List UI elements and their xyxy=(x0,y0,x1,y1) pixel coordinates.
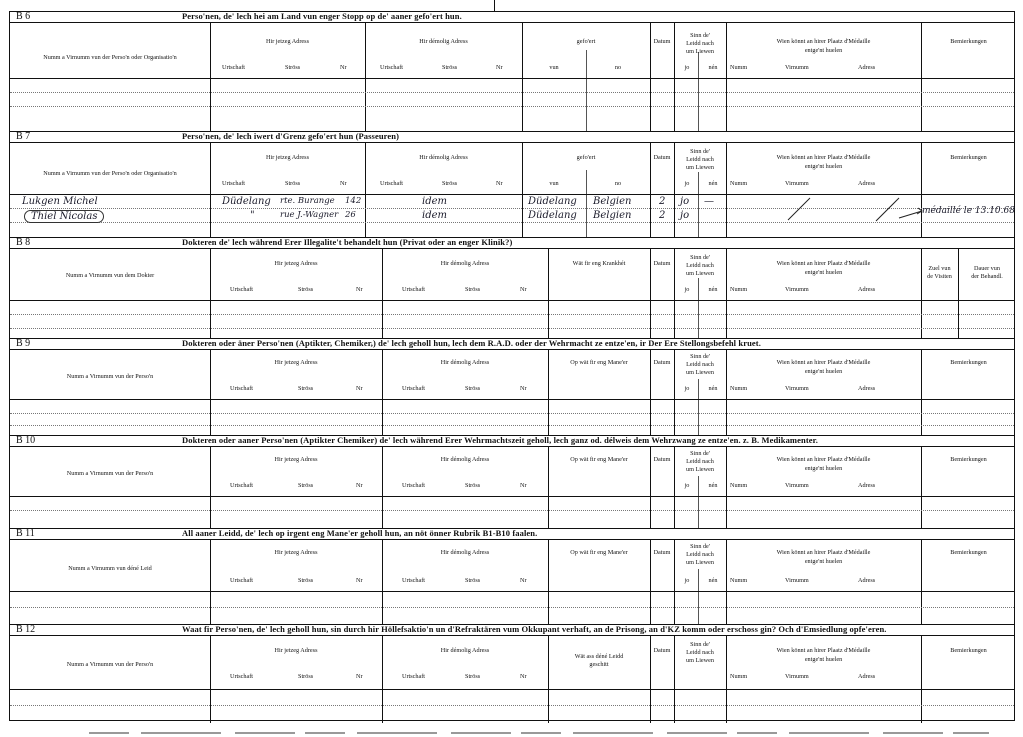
bottom-dashed-edge xyxy=(9,723,1015,737)
b7-entry-2-alive: jo xyxy=(680,210,690,221)
section-b12: B 12 Waat fir Perso'nen, de' lech geholl hun, sin durch hir Höllefsaktio'n un d'Refraktären vum Okkupant verhaft, an de Prisong, an d'KZ komm oder erschoss gin? Och d'Emsiedlung opfe'eren. Numm a Virnumm vun der Perso'n Hir jetzeg Adress Urtschaft Ströss Nr Hir démolig Adress Urtschaft Ströss Nr Wät ass déné Leidd geschitt Datum Sinn de' Leidd nach um Liewen Wien könnt an hirer Plaatz d'Médaille entge'nt huelen Numm Virnumm Adress Bemierkungen xyxy=(10,624,1014,722)
b7-entry-1-nr: 142 xyxy=(345,196,362,206)
b7-entry-2-town: " xyxy=(250,210,255,221)
section-b9: B 9 Dokteren oder äner Perso'nen (Aptikter, Chemiker,) de' lech geholl hun, lech dem R.A.D. oder der Wehrmacht ze entze'en, ir Der Ere Stellongsbefehl kruet. Numm a Virnumm vun der Perso'n Hir jetzeg Adress Urtschaft Ströss Nr Hir démolig Adress Urtschaft Ströss Nr Op wät fir eng Mane'er Datum Sinn de' Leidd nach um Liewen jo nén Wien könnt an hirer Plaatz d'Médaille entge'nt huelen Numm Virnumm Adress Bemierkungen xyxy=(10,338,1014,435)
b7-entry-1-to: Belgien xyxy=(593,196,632,207)
b7-entry-1-name: Lukgen Michel xyxy=(22,196,98,207)
section-b8: B 8 Dokteren de' lech während Erer Illegalite't behandelt hun (Privat oder an enger Klinik?) Numm a Virnumm vun dem Dokter Hir jetzeg Adress Urtschaft Ströss Nr Hir démolig Adress Urtschaft Ströss Nr Wät fir eng Krankhét Datum Sinn de' Leidd nach um Liewen jo nén Wien könnt an hirer Plaatz d'Médaille entge'nt huelen Numm Virnumm Adress Zuel vun de Visiten Dauer vun der Behandl. xyxy=(10,237,1014,338)
b7-entry-2-from: Düdelang xyxy=(528,210,577,221)
b7-entry-2-name: Thiel Nicolas xyxy=(24,210,104,223)
b7-entry-1-former: idem xyxy=(422,196,447,207)
b7-entry-1-date: 2 xyxy=(659,196,666,207)
b7-entry-1-remark: médaillé le 13.10.68 xyxy=(922,206,1015,216)
b7-entry-1-street: rte. Burange xyxy=(280,196,335,206)
b7-entry-1-from: Düdelang xyxy=(528,196,577,207)
b7-entry-1-town: Düdelang xyxy=(222,196,271,207)
b7-entry-2-nr: 26 xyxy=(345,210,356,220)
section-b7: B 7 Perso'nen, de' lech iwert d'Grenz gefo'ert hun (Passeuren) Numm a Virnumm vun der Perso'n oder Organisatio'n Hir jetzeg Adress Urtschaft Ströss Nr Hir démolig Adress Urtschaft Ströss Nr gefo'ert vun no Datum Sinn de' Leidd nach um Liewen jo nén Wien könnt an hirer Plaatz d'Médaille entge'nt huelen Numm Virnumm Adress Bemierkungen Lukgen Michel Düdelang rte. Burange 142 idem Düdelang Belgien 2 jo — médaillé le 13.10.68 Thiel Nicolas " rue J.-Wagner 26 idem Düdelang Belgien 2 jo xyxy=(10,131,1014,237)
b7-entry-2-to: Belgien xyxy=(593,210,632,221)
b7-entry-2-street: rue J.-Wagner xyxy=(280,210,339,220)
b7-entry-2-date: 2 xyxy=(659,210,666,221)
section-b6: B 6 Perso'nen, de' lech hei am Land vun enger Stopp op de' aaner gefo'ert hun. Numm a Virnumm vun der Perso'n oder Organisatio'n Hir jetzeg Adress Urtschaft Ströss Nr Hir démolig Adress Urtschaft Ströss Nr gefo'ert vun no Datum Sinn de' Leidd nach um Liewen jo nén Wien könnt an hirer Plaatz d'Médaille entge'nt huelen Numm Virnumm Adress Bemierkungen xyxy=(10,12,1014,131)
handwritten-slash-marks xyxy=(726,194,926,224)
section-b11: B 11 All aaner Leidd, de' lech op irgent eng Mane'er geholl hun, an nöt önner Rubrik B1-B10 faalen. Numm a Virnumm vun déné Leid Hir jetzeg Adress Urtschaft Ströss Nr Hir démolig Adress Urtschaft Ströss Nr Op wät fir eng Mane'er Datum Sinn de' Leidd nach um Liewen jo nén Wien könnt an hirer Plaatz d'Médaille entge'nt huelen Numm Virnumm Adress Bemierkungen xyxy=(10,528,1014,624)
section-code: B 6 xyxy=(16,11,31,22)
b7-entry-2-former: idem xyxy=(422,210,447,221)
section-b10: B 10 Dokteren oder aaner Perso'nen (Aptikter Chemiker) de' lech während Erer Wehrmachtszeit geholl, lech ganz od. délweis dem Wehrzwang ze entze'en. z. B. Medikamenter. Numm a Virnumm vun der Perso'n Hir jetzeg Adress Urtschaft Ströss Nr Hir démolig Adress Urtschaft Ströss Nr Op wät fir eng Mane'er Datum Sinn de' Leidd nach um Liewen jo nén Wien könnt an hirer Plaatz d'Médaille entge'nt huelen Numm Virnumm Adress Bemierkungen xyxy=(10,435,1014,528)
section-title: Perso'nen, de' lech hei am Land vun enger Stopp op de' aaner gefo'ert hun. xyxy=(182,11,462,21)
b7-entry-1-medal: — xyxy=(704,196,714,207)
top-center-tick xyxy=(494,0,495,11)
b7-entry-1-alive: jo xyxy=(680,196,690,207)
resistance-form-page xyxy=(9,11,1015,721)
